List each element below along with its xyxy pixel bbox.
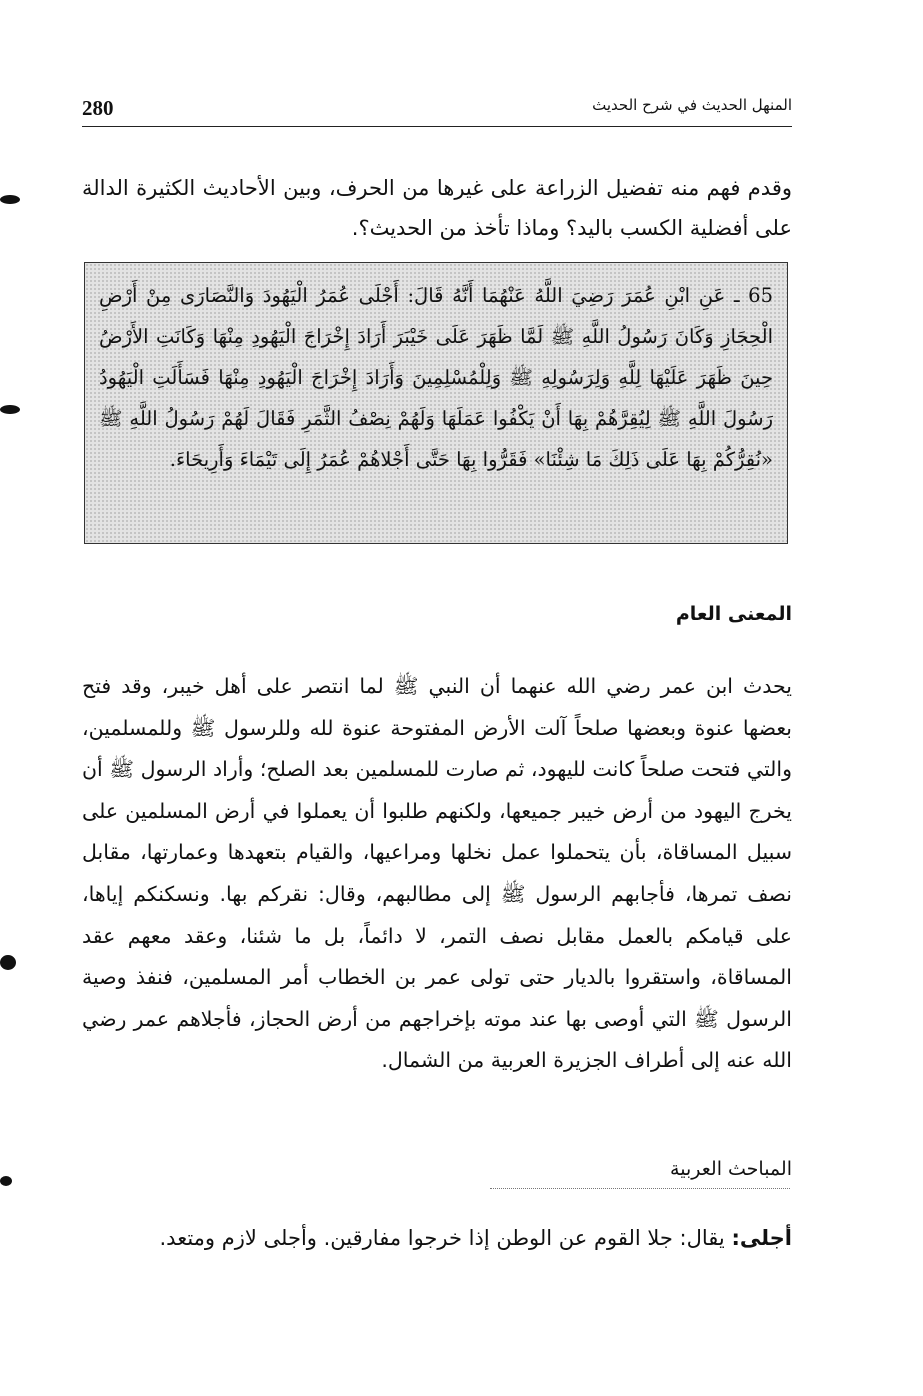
section-heading-general-meaning: المعنى العام — [675, 603, 792, 625]
page-number: 280 — [82, 96, 114, 120]
margin-mark — [0, 955, 16, 970]
heading-underline — [490, 1188, 790, 1189]
definition-term: أجلى: — [731, 1226, 792, 1250]
hadith-box — [84, 262, 788, 544]
section-heading-arabic-topics: المباحث العربية — [670, 1158, 792, 1180]
definition-text: يقال: جلا القوم عن الوطن إذا خرجوا مفارقين. وأجلى لازم ومتعد. — [159, 1226, 732, 1250]
general-meaning-paragraph: يحدث ابن عمر رضي الله عنهما أن النبي ﷺ لما انتصر على أهل خيبر، وقد فتح بعضها عنوة وبعضها صلحاً آلت الأرض المفتوحة عنوة لله وللرسول ﷺ وللمسلمين، والتي فتحت صلحاً كانت لليهود، ثم صارت للمسلمين بعد الصلح؛ وأراد الرسول ﷺ أن يخرج اليهود من أرض خيبر جميعها، ولكنهم طلبوا أن يعملوا في أرض المسلمين على سبيل المساقاة، بأن يتحملوا عمل نخلها ومراعيها، والقيام بتعهدها وعمارتها، مقابل نصف تمرها، فأجابهم الرسول ﷺ إلى مطالبهم، وقال: نقركم بها. ونسكنكم إياها، على قيامكم بالعمل مقابل نصف التمر، لا دائماً، بل ما شئنا، وعقد معهم عقد المساقاة، واستقروا بالديار حتى تولى عمر بن الخطاب أمر المسلمين، فنفذ وصية الرسول ﷺ التي أوصى بها عند موته بإخراجهم من أرض الحجاز، فأجلاهم عمر رضي الله عنه إلى أطراف الجزيرة العربية من الشمال. — [82, 674, 792, 1073]
intro-paragraph: وقدم فهم منه تفضيل الزراعة على غيرها من الحرف، وبين الأحاديث الكثيرة الدالة على أفضلية الكسب باليد؟ وماذا تأخذ من الحديث؟. — [82, 176, 792, 240]
margin-mark — [0, 195, 20, 204]
hadith-text: 65 ـ عَنِ ابْنِ عُمَرَ رَضِيَ اللَّهُ عَنْهُمَا أَنَّهُ قَالَ: أَجْلَى عُمَرُ الْيَهُودَ وَالنَّصَارَى مِنْ أَرْضِ الْحِجَازِ وَكَانَ رَسُولُ اللَّهِ ﷺ لَمَّا ظَهَرَ عَلَى خَيْبَرَ أَرَادَ إِخْرَاجَ الْيَهُودِ مِنْهَا وَكَانَتِ الأَرْضُ حِينَ ظَهَرَ عَلَيْهَا لِلَّهِ وَلِرَسُولِهِ ﷺ وَلِلْمُسْلِمِينَ وَأَرَادَ إِخْرَاجَ الْيَهُودِ مِنْهَا فَسَأَلَتِ الْيَهُودُ رَسُولَ اللَّهِ ﷺ لِيُقِرَّهُمْ بِهَا أَنْ يَكْفُوا عَمَلَهَا وَلَهُمْ نِصْفُ الثَّمَرِ فَقَالَ لَهُمْ رَسُولُ اللَّهِ ﷺ «نُقِرُّكُمْ بِهَا عَلَى ذَلِكَ مَا شِئْنَا» فَقَرُّوا بِهَا حَتَّى أَجْلاهُمْ عُمَرُ إِلَى تَيْمَاءَ وَأَرِيحَاءَ. — [99, 284, 773, 471]
page-header — [82, 92, 792, 127]
margin-mark — [0, 1176, 12, 1186]
margin-mark — [0, 405, 20, 414]
running-title: المنهل الحديث في شرح الحديث — [592, 96, 792, 114]
definition-paragraph — [82, 1216, 792, 1260]
